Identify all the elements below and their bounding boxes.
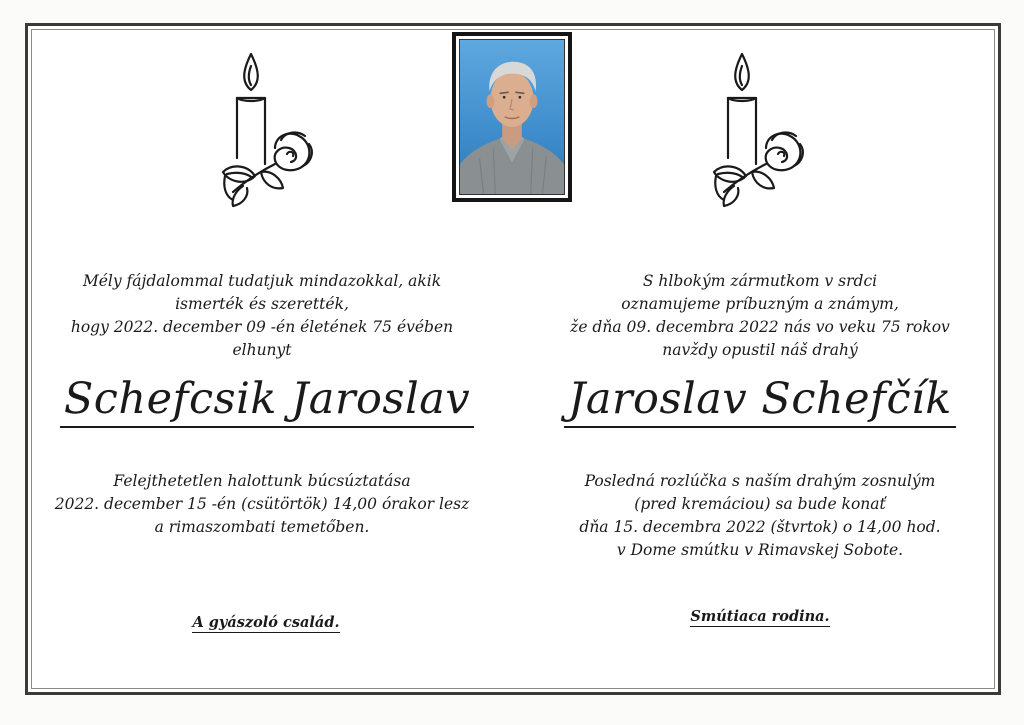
name-text: Schefcsik Jaroslav [60,374,474,428]
portrait-illustration [460,40,564,194]
text-line: Mély fájdalommal tudatjuk mindazokkal, akik [82,272,442,290]
candle-rose-icon [203,40,323,210]
slovak-column [516,26,1004,692]
text-line: že dňa 09. decembra 2022 nás vo veku 75 rokov [570,318,950,336]
hungarian-funeral-details [48,470,476,539]
signature-text: A gyászoló család. [192,614,340,631]
text-line: (pred kremáciou) sa bude konať [634,495,886,513]
text-line: v Dome smútku v Rimavskej Sobote. [616,541,904,559]
text-line: a rimaszombati temetőben. [154,518,370,536]
hungarian-column [28,26,516,692]
hungarian-announcement [48,270,476,362]
deceased-name-slovak [516,374,1004,428]
obituary-card [25,23,1001,695]
text-line: Posledná rozlúčka s naším drahým zosnulým [584,472,936,490]
text-line: oznamujeme príbuzným a známym, [621,295,899,313]
deceased-name-hungarian [18,374,516,428]
slovak-funeral-details [546,470,974,562]
text-line: hogy 2022. december 09 -én életének 75 évében [70,318,454,336]
text-line: Felejthetetlen halottunk búcsúztatása [113,472,411,490]
slovak-announcement [546,270,974,362]
text-line: navždy opustil náš drahý [662,341,858,359]
text-line: elhunyt [232,341,292,359]
text-line: dňa 15. decembra 2022 (štvrtok) o 14,00 hod. [579,518,941,536]
name-text: Jaroslav Schefčík [564,374,956,428]
signature-text: Smútiaca rodina. [690,608,830,625]
slovak-signature [516,608,1004,625]
text-line: S hlbokým zármutkom v srdci [642,272,878,290]
text-line: 2022. december 15 -én (csütörtök) 14,00 órakor lesz [54,495,470,513]
candle-rose-icon [694,40,814,210]
text-line: ismerték és szerették, [175,295,349,313]
portrait-photo [452,32,572,202]
portrait-image [459,39,565,195]
hungarian-signature [16,614,516,631]
